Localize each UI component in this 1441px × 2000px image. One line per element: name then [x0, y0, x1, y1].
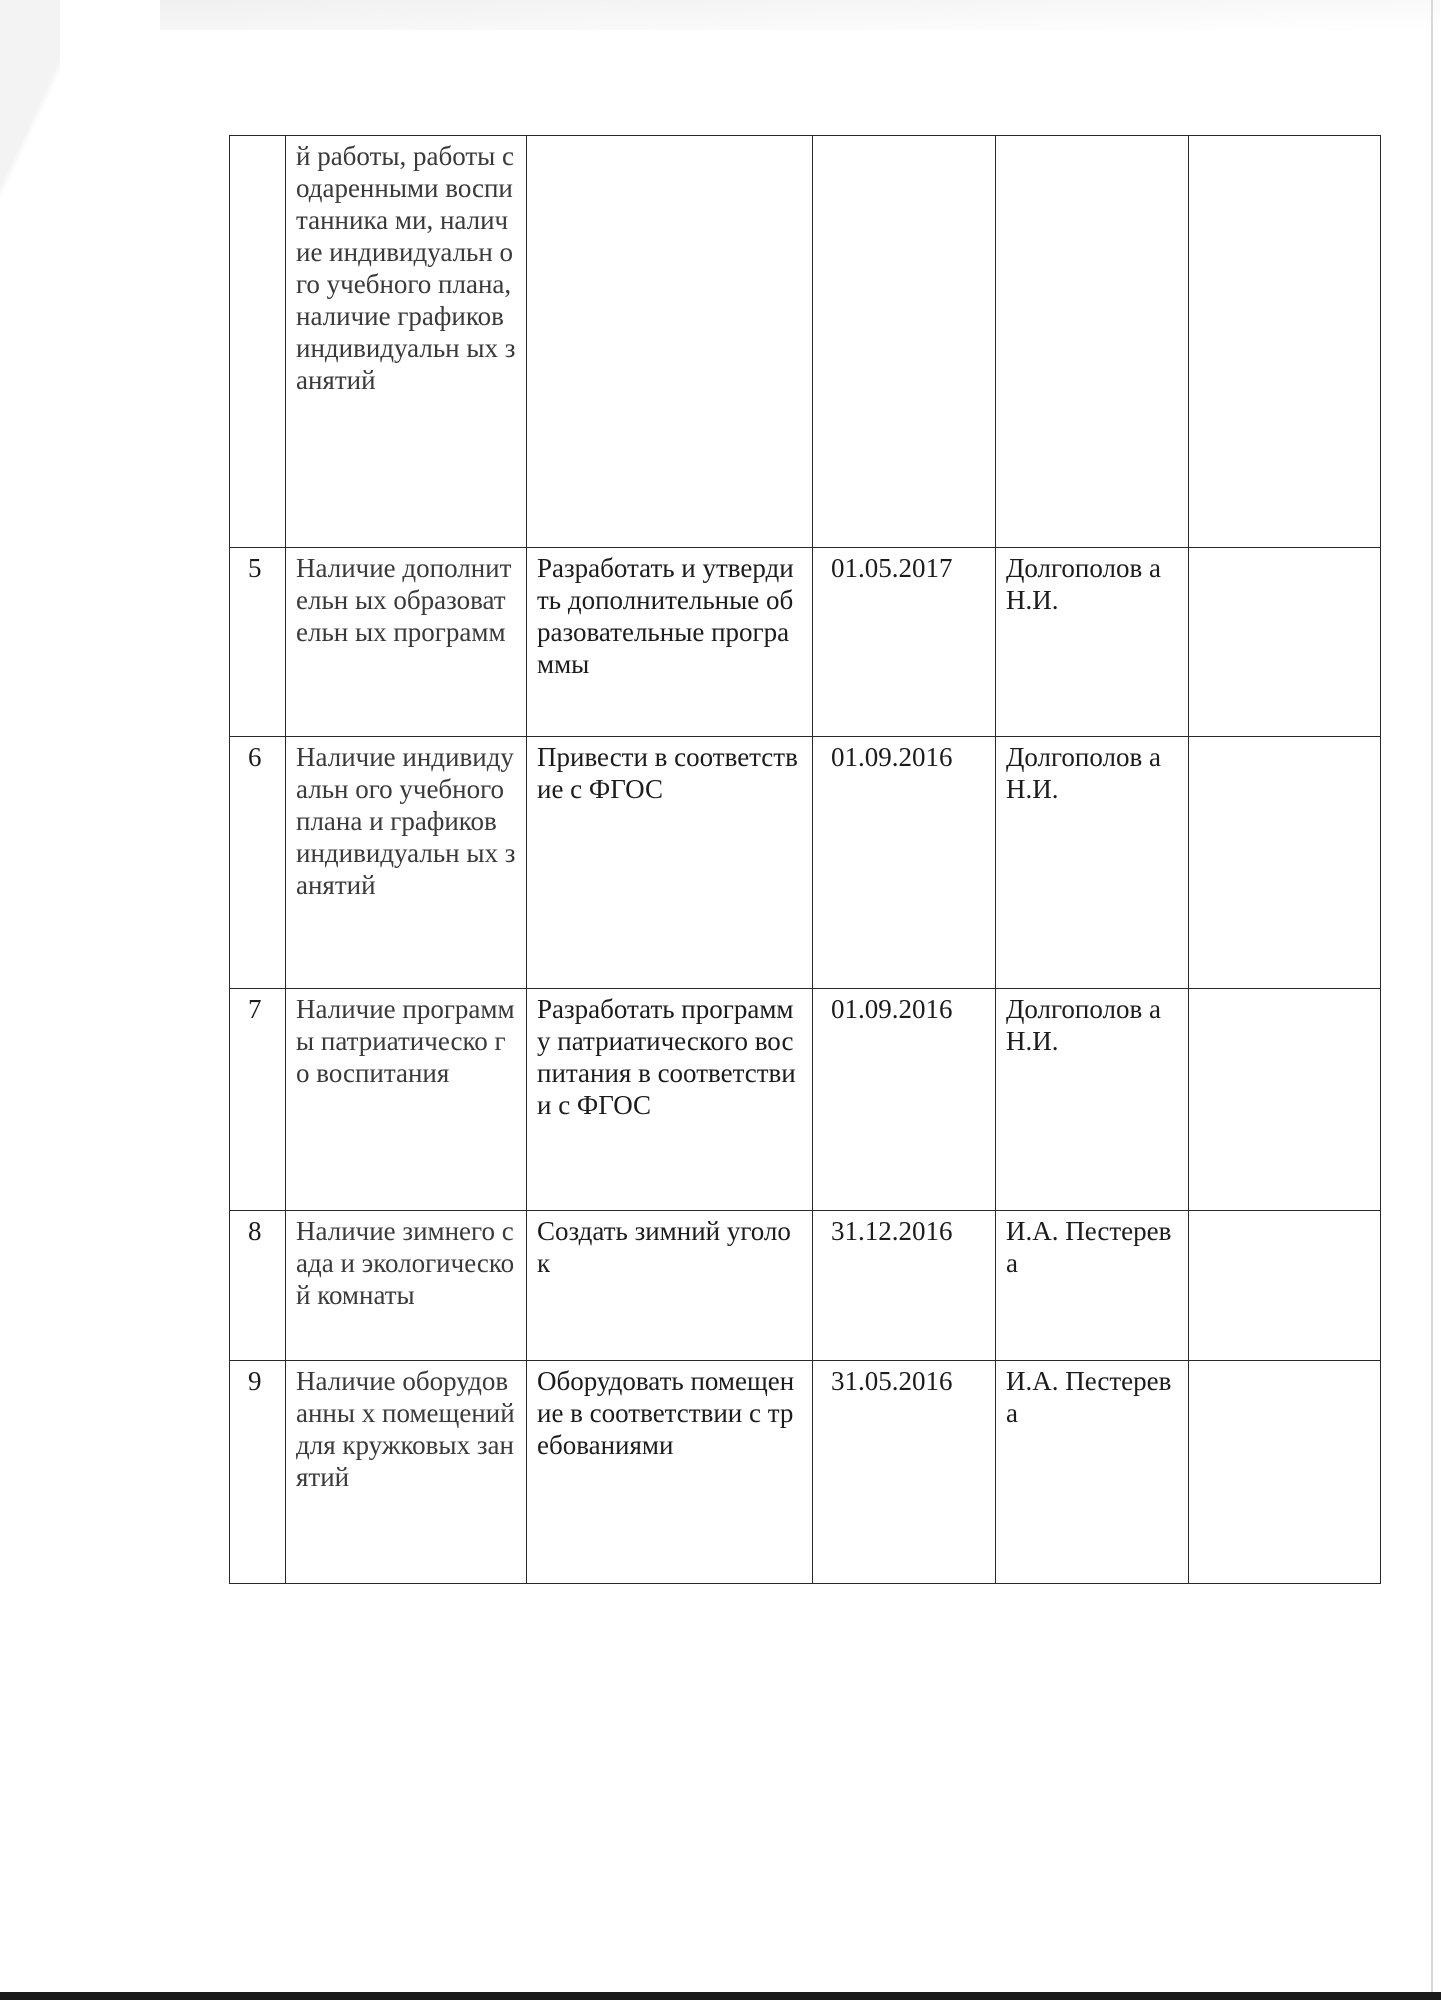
- note-cell: [1189, 1361, 1381, 1584]
- row-number: 8: [230, 1211, 286, 1361]
- note-cell: [1189, 136, 1381, 548]
- note-cell: [1189, 548, 1381, 737]
- responsible-cell: И.А. Пестерева: [996, 1211, 1189, 1361]
- measure-cell: Разработать и утвердить дополнительные образовательные программы: [527, 548, 813, 737]
- measure-cell: Создать зимний уголок: [527, 1211, 813, 1361]
- row-number: 9: [230, 1361, 286, 1584]
- row-number: [230, 136, 286, 548]
- table-row: [230, 136, 1381, 548]
- criterion-cell: Наличие дополнительн ых образовательн ых программ: [286, 548, 527, 737]
- deadline-cell: [813, 136, 996, 548]
- row-number: 5: [230, 548, 286, 737]
- responsible-cell: Долгополов а Н.И.: [996, 737, 1189, 989]
- note-cell: [1189, 989, 1381, 1211]
- action-plan-table: [229, 135, 1381, 1584]
- criterion-cell: Наличие программы патриатическо го воспитания: [286, 989, 527, 1211]
- responsible-cell: Долгополов а Н.И.: [996, 548, 1189, 737]
- scan-edge-bottom: [0, 1992, 1441, 2000]
- criterion-cell: Наличие индивидуальн ого учебного плана и графиков индивидуальн ых занятий: [286, 737, 527, 989]
- scan-shadow-top: [160, 0, 1440, 30]
- measure-cell: Оборудовать помещение в соответствии с требованиями: [527, 1361, 813, 1584]
- table-row: [230, 737, 1381, 989]
- deadline-cell: 31.05.2016: [813, 1361, 996, 1584]
- responsible-cell: [996, 136, 1189, 548]
- row-number: 6: [230, 737, 286, 989]
- criterion-cell: й работы, работы с одаренными воспитанника ми, наличие индивидуальн ого учебного плана, наличие графиков индивидуальн ых занятий: [286, 136, 527, 548]
- deadline-cell: 01.05.2017: [813, 548, 996, 737]
- deadline-cell: 01.09.2016: [813, 737, 996, 989]
- table-row: [230, 989, 1381, 1211]
- torn-corner-artifact: [0, 0, 60, 260]
- measure-cell: Привести в соответствие с ФГОС: [527, 737, 813, 989]
- responsible-cell: И.А. Пестерева: [996, 1361, 1189, 1584]
- note-cell: [1189, 1211, 1381, 1361]
- deadline-cell: 01.09.2016: [813, 989, 996, 1211]
- table-row: [230, 548, 1381, 737]
- row-number: 7: [230, 989, 286, 1211]
- criterion-cell: Наличие зимнего сада и экологической комнаты: [286, 1211, 527, 1361]
- measure-cell: [527, 136, 813, 548]
- table-row: [230, 1211, 1381, 1361]
- criterion-cell: Наличие оборудованны х помещений для кружковых занятий: [286, 1361, 527, 1584]
- responsible-cell: Долгополов а Н.И.: [996, 989, 1189, 1211]
- deadline-cell: 31.12.2016: [813, 1211, 996, 1361]
- note-cell: [1189, 737, 1381, 989]
- scan-edge-right: [1431, 0, 1433, 2000]
- measure-cell: Разработать программу патриатического воспитания в соответствии с ФГОС: [527, 989, 813, 1211]
- table-row: [230, 1361, 1381, 1584]
